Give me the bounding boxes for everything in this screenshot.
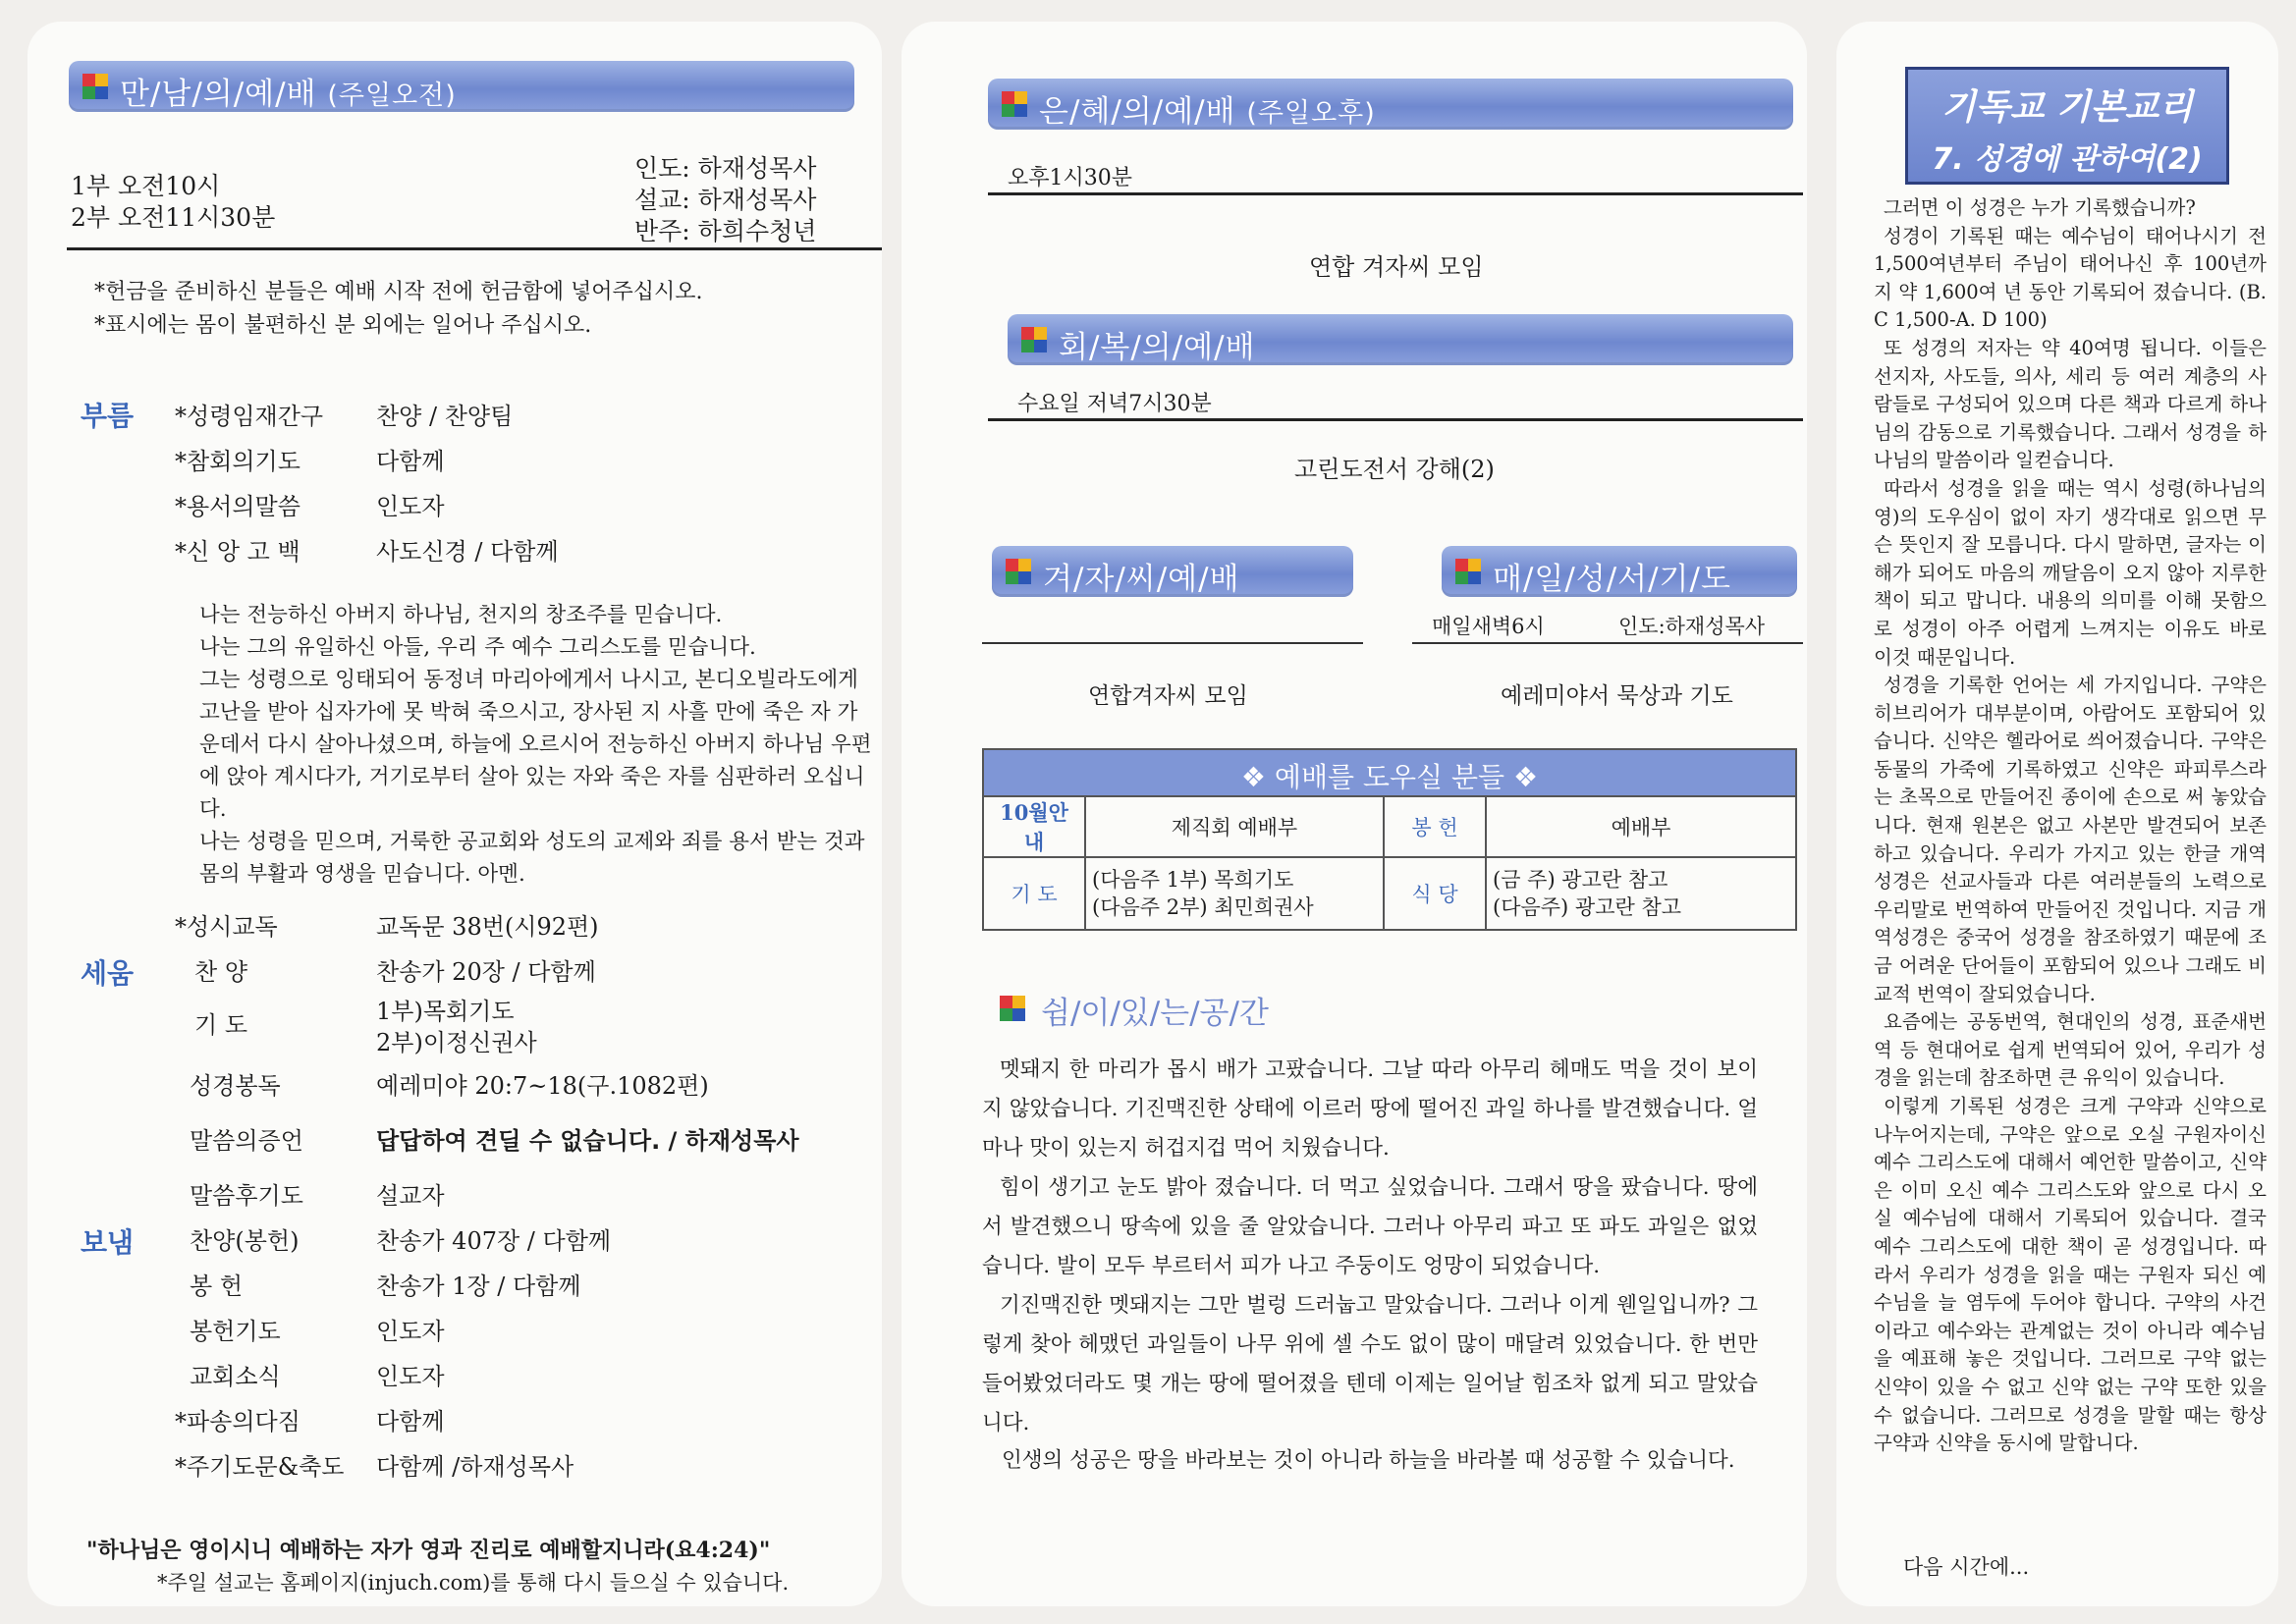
story-moral: 인생의 성공은 땅을 바라보는 것이 아니라 하늘을 바라볼 때 성공할 수 있습니다. [1002,1448,1735,1473]
offering-team: 예배부 [1486,796,1796,857]
order-value: 1부)목회기도 [376,998,515,1025]
sermon-title: 답답하여 견딜 수 없습니다. / 하재성목사 [376,1127,799,1155]
divider [1412,642,1803,644]
order-value: 찬송가 1장 / 다함께 [376,1272,581,1300]
role-preacher: 설교: 하재성목사 [634,186,817,214]
prayer-cell [1085,857,1384,930]
grace-description: 연합 겨자씨 모임 [1309,253,1484,281]
recovery-description: 고린도전서 강해(2) [1294,456,1495,483]
order-value: 교독문 38번(시92편) [376,913,599,941]
apostles-creed [199,599,877,891]
doctrine-paragraph: 또 성경의 저자는 약 40여명 됩니다. 이들은 선지자, 사도들, 의사, 세리 등 여러 계층의 사람들로 구성되어 있으며 다른 책과 다르게 하나님의 감동으로 기록했습니다. 그래서 성경을 하나님의 말씀이라 일컫습니다. [1874,336,2267,472]
divider [67,247,882,250]
order-label: *용서의말씀 [175,493,301,520]
grace-time: 오후1시30분 [1008,166,1132,190]
story-paragraph: 멧돼지 한 마리가 몹시 배가 고팠습니다. 그날 따라 아무리 헤매도 먹을 것이 보이지 않았습니다. 기진맥진한 상태에 이르러 땅에 떨어진 과일 하나를 발견했습니다. 얼마나 맛이 있는지 허겁지겁 먹어 치웠습니다. [982,1057,1758,1161]
section-call: 부름 [81,400,135,432]
band-title: 매/일/성/서/기/도 [1493,562,1731,597]
order-value: 인도자 [376,1363,445,1390]
order-value: 설교자 [376,1182,445,1210]
doctrine-paragraph: 요즘에는 공동번역, 현대인의 성경, 표준새번역 등 현대어로 쉽게 번역되어 있어, 우리가 성경을 읽는데 참조하면 큰 유익이 있습니다. [1874,1010,2267,1090]
section-send: 보냄 [81,1226,135,1259]
order-value: 인도자 [376,1318,445,1345]
story-paragraph: 기진맥진한 멧돼지는 그만 벌렁 드러눕고 말았습니다. 그러나 이게 웬일입니까? 그렇게 찾아 헤맸던 과일들이 나무 위에 셀 수도 없이 많이 매달려 있었습니다. 한 번만 들어봤었더라도 몇 개는 땅에 떨어졌을 텐데 이제는 일어날 힘조차 없게 되고 말았습니다. [982,1293,1758,1435]
header-band-grace [988,79,1793,130]
offering-label: 봉 헌 [1384,796,1486,857]
prayer-label: 기 도 [983,857,1085,930]
service-time-2: 2부 오전11시30분 [71,203,276,232]
prayer-next-1: (다음주 1부) 목희기도 [1092,868,1294,892]
notice-offering: *헌금을 준비하신 분들은 예배 시작 전에 헌금함에 넣어주십시오. [94,280,703,304]
order-value: 찬송가 20장 / 다함께 [376,958,596,986]
doctrine-subtitle: 7. 성경에 관하여(2) [1932,142,2203,177]
daily-leader: 인도:하재성목사 [1618,615,1766,638]
table-row [983,857,1796,930]
header-band-daily-prayer [1442,546,1797,597]
header-band-sunday-morning [69,61,854,112]
order-label: *신 앙 고 백 [175,538,301,566]
band-title: 은/혜/의/예/배 [1039,94,1236,130]
band-title: 겨/자/씨/예/배 [1043,562,1240,597]
order-label: 봉헌기도 [190,1318,281,1345]
footnote: *주일 설교는 홈페이지(injuch.com)를 통해 다시 들으실 수 있습니다. [157,1571,790,1595]
role-leader: 인도: 하재성목사 [634,154,817,183]
band-subtitle: (주일오전) [327,81,457,111]
kitchen-cell [1486,857,1796,930]
mustard-description: 연합겨자씨 모임 [1088,683,1248,709]
kitchen-next-week: (다음주) 광고란 참고 [1493,895,1682,919]
next-time: 다음 시간에... [1903,1555,2030,1579]
band-subtitle: (주일오후) [1246,98,1376,129]
story-paragraph: 힘이 생기고 눈도 밝아 졌습니다. 더 먹고 싶었습니다. 그래서 땅을 팠습니다. 땅에서 발견했으니 땅속에 있을 줄 알았습니다. 그러나 아무리 파고 또 파도 과일은 없었습니다. 발이 모두 부르터서 피가 나고 주둥이도 엉망이 되었습니다. [982,1175,1758,1278]
band-title: 회/복/의/예/배 [1059,330,1256,365]
order-value: 다함께 [376,1408,445,1435]
color-block-icon [1455,559,1481,584]
order-label: 말씀의증언 [190,1127,303,1155]
section-word: 세움 [81,957,135,990]
creed-line: 나는 전능하신 아버지 하나님, 천지의 창조주를 믿습니다. [199,603,723,627]
doctrine-text [1874,194,2267,1458]
table-row [983,796,1796,857]
panel-middle [902,22,1807,1606]
order-label: *주기도문&축도 [175,1453,345,1481]
color-block-icon [82,74,108,99]
helpers-header [982,748,1797,797]
order-value: 사도신경 / 다함께 [376,538,559,566]
order-label: 봉 헌 [190,1272,243,1300]
order-label: 성경봉독 [190,1072,281,1100]
order-label: 찬양(봉헌) [190,1227,300,1255]
order-value: 인도자 [376,493,445,520]
doctrine-title: 기독교 기본교리 [1941,87,2193,128]
creed-line: 나는 성령을 믿으며, 거룩한 공교회와 성도의 교제와 죄를 용서 받는 것과 몸의 부활과 영생을 믿습니다. 아멘. [199,830,865,887]
prayer-next-2: (다음주 2부) 최민희권사 [1092,895,1314,919]
color-block-icon [1006,559,1031,584]
helpers-table [982,795,1797,931]
bible-verse: "하나님은 영이시니 예배하는 자가 영과 진리로 예배할지니라(요4:24)" [86,1538,771,1563]
divider [988,418,1803,421]
order-label: *성령임재간구 [175,403,324,430]
panel-sunday-morning [27,22,882,1606]
notice-stand: *표시에는 몸이 불편하신 분 외에는 일어나 주십시오. [94,313,592,338]
order-value: 다함께 /하재성목사 [376,1453,574,1481]
rest-story [982,1051,1758,1443]
order-value: 예레미야 20:7~18(구.1082편) [376,1072,709,1100]
order-label: *파송의다짐 [175,1408,301,1435]
color-block-icon [1021,327,1047,352]
header-band-recovery [1008,314,1793,365]
kitchen-this-week: (금 주) 광고란 참고 [1493,868,1668,892]
doctrine-title-box [1905,67,2229,185]
order-value: 다함께 [376,448,445,475]
helpers-title: ❖ 예배를 도우실 분들 ❖ [1240,761,1539,793]
creed-line: 그는 성령으로 잉태되어 동정녀 마리아에게서 나시고, 본디오빌라도에게 고난을 받아 십자가에 못 박혀 죽으시고, 장사된 지 사흘 만에 죽은 자 가운데서 다시 살아나셨으며, 하늘에 오르시어 전능하신 아버지 하나님 우편에 앉아 계시다가, 거기로부터 살아 있는 자와 죽은 자를 심판하러 오십니다. [199,668,872,822]
order-label: *참회의기도 [175,448,301,475]
daily-time: 매일새벽6시 [1432,615,1545,638]
order-value: 2부)이정신권사 [376,1029,537,1056]
kitchen-label: 식 당 [1384,857,1486,930]
daily-description: 예레미야서 묵상과 기도 [1501,683,1733,709]
recovery-time: 수요일 저녁7시30분 [1017,392,1212,416]
doctrine-paragraph: 성경이 기록된 때는 예수님이 태어나시기 전 1,500여년부터 주님이 태어나신 후 100년까지 약 1,600여 년 동안 기록되어 졌습니다. (B. C 1,500-A. D 100) [1874,224,2267,332]
role-accompanist: 반주: 하희수청년 [634,217,817,245]
order-label: 교회소식 [190,1363,281,1390]
doctrine-paragraph: 그러면 이 성경은 누가 기록했습니까? [1884,196,2196,219]
color-block-icon [1002,91,1027,117]
order-value: 찬송가 407장 / 다함께 [376,1227,612,1255]
divider [982,642,1363,644]
rest-space-title: 쉼/이/있/는/공/간 [1041,996,1269,1031]
service-time-1: 1부 오전10시 [71,172,221,200]
band-title: 만/남/의/예/배 [120,77,317,112]
header-band-mustard-seed [992,546,1353,597]
doctrine-paragraph: 성경을 기록한 언어는 세 가지입니다. 구약은 히브리어가 대부분이며, 아람어도 포함되어 있습니다. 신약은 헬라어로 씌어졌습니다. 구약은 동물의 가죽에 기록하였고 신약은 파피루스라는 초목으로 만들어진 종이에 손으로 써 놓았습니다. 현재 원본은 없고 사본만 발견되어 보존하고 있습니다. 우리가 가지고 있는 한글 개역 성경은 선교사들과 다른 여러분들의 노력으로 우리말로 번역하여 만들어진 것입니다. 지금 개역성경은 중국어 성경을 참조하였기 때문에 조금 어려운 단어들이 포함되어 있으나 그래도 비교적 번역이 잘되었습니다. [1874,674,2267,1005]
order-label: 말씀후기도 [190,1182,303,1210]
doctrine-paragraph: 따라서 성경을 읽을 때는 역시 성령(하나님의 영)의 도우심이 없이 자기 생각대로 읽으면 무슨 뜻인지 잘 모릅니다. 다시 말하면, 글자는 이해가 되어도 마음의 깨달음이 오지 않아 지루한 책이 되고 맙니다. 내용의 의미를 이해 못함으로 성경이 아주 어렵게 느껴지는 이유도 바로 이것 때문입니다. [1874,476,2267,669]
service-team: 제직회 예배부 [1085,796,1384,857]
doctrine-paragraph: 이렇게 기록된 성경은 크게 구약과 신약으로 나누어지는데, 구약은 앞으로 오실 구원자이신 예수 그리스도에 대해서 예언한 말씀이고, 신약은 이미 오신 예수 그리스도와 앞으로 다시 오실 예수님에 대해서 기록되어 있습니다. 결국 예수 그리스도에 대한 책이 곧 성경입니다. 따라서 우리가 성경을 읽을 때는 구원자 되신 예수님을 늘 염두에 두어야 합니다. 구약의 사건이라고 예수와는 관계없는 것이 아니라 예수님을 예표해 놓은 것입니다. 그러므로 구약 없는 신약이 있을 수 없고 신약 없는 구약 또한 있을 수 없습니다. 그러므로 성경을 말할 때는 항상 구약과 신약을 동시에 말합니다. [1874,1095,2267,1455]
order-label: *성시교독 [175,913,278,941]
order-label: 기 도 [194,1011,247,1039]
panel-doctrine [1836,22,2278,1606]
divider [988,192,1803,195]
creed-line: 나는 그의 유일하신 아들, 우리 주 예수 그리스도를 믿습니다. [199,635,756,660]
month-label: 10월안내 [983,796,1085,857]
color-block-icon [1000,996,1025,1021]
order-value: 찬양 / 찬양팀 [376,403,514,430]
order-label: 찬 양 [194,958,247,986]
